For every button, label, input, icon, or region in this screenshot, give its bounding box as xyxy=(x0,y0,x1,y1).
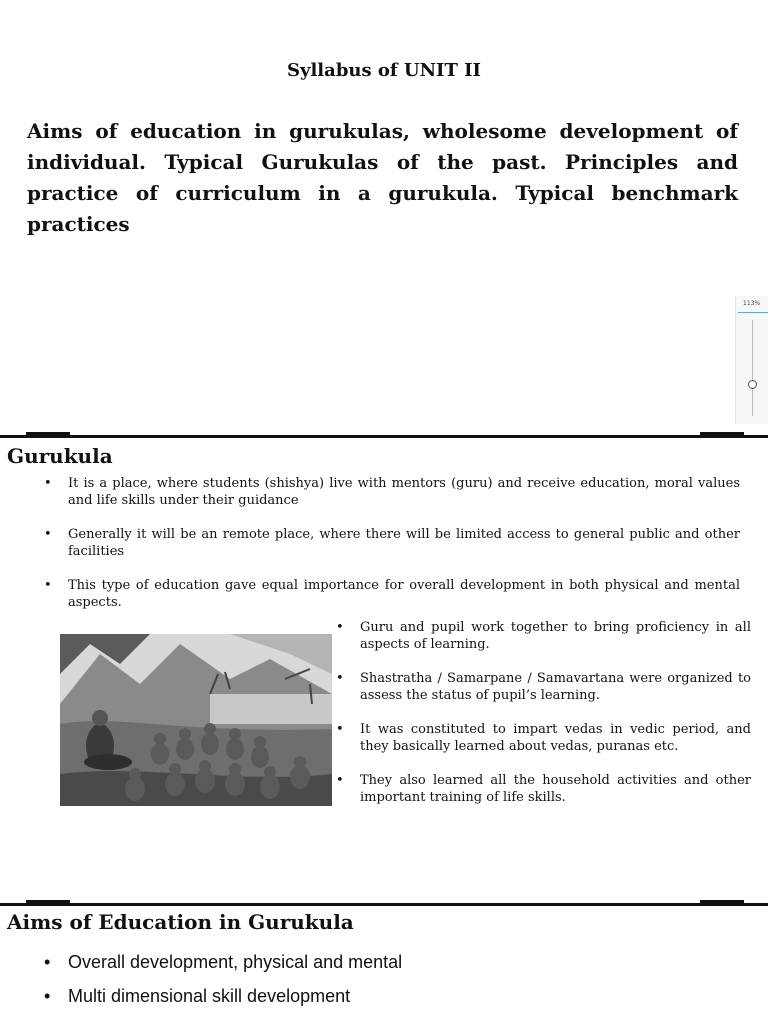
slide-title: Syllabus of UNIT II xyxy=(287,60,481,81)
divider-mark xyxy=(700,432,744,435)
list-item: • Multi dimensional skill development xyxy=(44,985,744,1007)
syllabus-text: Aims of education in gurukulas, wholesome development of individual. Typical Gurukulas of the past. Principles and practice of curriculum in a gurukula. Typical benchmark practices xyxy=(27,119,738,236)
slide-title: Aims of Education in Gurukula xyxy=(7,910,354,934)
list-item: • Generally it will be an remote place, where there will be limited access to general public and other facilities xyxy=(44,526,740,560)
zoom-slider-handle[interactable] xyxy=(748,380,757,389)
list-item: • Overall development, physical and mental xyxy=(44,951,744,973)
slide-2 xyxy=(0,438,768,902)
zoom-control[interactable] xyxy=(735,296,768,424)
zoom-slider-track[interactable] xyxy=(752,320,753,416)
divider-mark xyxy=(26,900,70,903)
slide-1 xyxy=(0,0,768,434)
list-item: • It is a place, where students (shishya) live with mentors (guru) and receive education, moral values and life skills under their guidance xyxy=(44,475,740,509)
zoom-bar xyxy=(738,312,768,313)
side-bullet-list xyxy=(336,619,751,823)
divider-mark xyxy=(700,900,744,903)
gurukula-illustration xyxy=(60,634,332,806)
list-item: • They also learned all the household activities and other important training of life skills. xyxy=(336,772,751,806)
slide-3 xyxy=(0,906,768,1024)
list-item: • It was constituted to impart vedas in vedic period, and they basically learned about vedas, puranas etc. xyxy=(336,721,751,755)
bullet-list xyxy=(44,951,744,1019)
zoom-level-label: 113% xyxy=(743,300,761,307)
divider-mark xyxy=(26,432,70,435)
list-item: • This type of education gave equal importance for overall development in both physical and mental aspects. xyxy=(44,577,740,611)
bullet-list xyxy=(44,475,740,628)
list-item: • Guru and pupil work together to bring proficiency in all aspects of learning. xyxy=(336,619,751,653)
list-item: • Shastratha / Samarpane / Samavartana were organized to assess the status of pupil’s learning. xyxy=(336,670,751,704)
slide-title: Gurukula xyxy=(7,444,113,468)
